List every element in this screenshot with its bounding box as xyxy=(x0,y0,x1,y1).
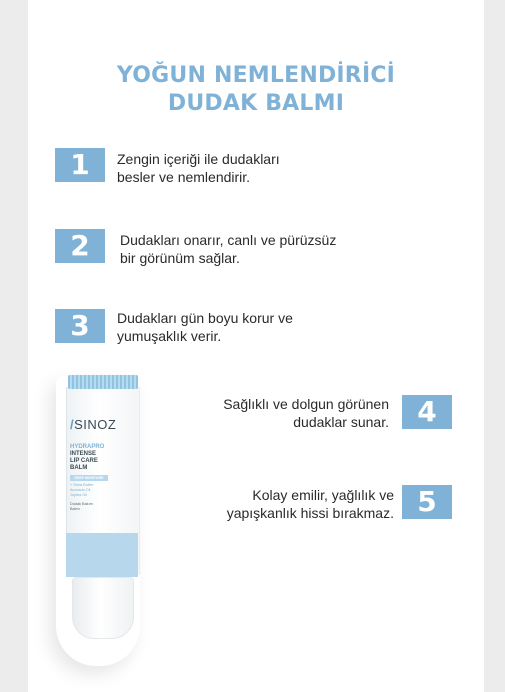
product-line-1: HYDRAPRO xyxy=(70,444,105,450)
tube-blue-band xyxy=(66,533,138,577)
feature-text-3 xyxy=(117,309,293,345)
feature-4-line1: Sağlıklı ve dolgun görünen xyxy=(223,396,389,412)
feature-5-line2: yapışkanlık hissi bırakmaz. xyxy=(226,505,394,521)
product-line-4: BALM xyxy=(70,465,88,471)
feature-number-2: 2 xyxy=(55,229,105,263)
feature-1-line1: Zengin içeriği ile dudakları xyxy=(117,151,280,167)
feature-5-line1: Kolay emilir, yağlılık ve xyxy=(252,487,394,503)
feature-4-line2: dudaklar sunar. xyxy=(293,414,389,430)
tube-cap xyxy=(72,577,134,639)
feature-number-5: 5 xyxy=(402,485,452,519)
lip-balm-tube xyxy=(52,370,144,670)
feature-text-5 xyxy=(227,486,394,522)
brand-name: SINOZ xyxy=(74,417,117,432)
ingredient-3: Jojoba Oil xyxy=(70,493,87,497)
product-line-3: LIP CARE xyxy=(70,458,98,464)
feature-3-line1: Dudakları gün boyu korur ve xyxy=(117,310,293,326)
ingredient-2: Avocado Oil xyxy=(70,488,91,492)
feature-number-1: 1 xyxy=(55,148,105,182)
product-line-2: INTENSE xyxy=(70,451,97,457)
page-title-line1: YOĞUN NEMLENDİRİCİ xyxy=(116,63,396,88)
product-tag: DEEP MOISTURE xyxy=(70,475,108,481)
page-title-line2: DUDAK BALMI xyxy=(167,91,345,116)
feature-1-line2: besler ve nemlendirir. xyxy=(117,169,251,185)
feature-text-1 xyxy=(117,150,280,186)
feature-2-line1: Dudakları onarır, canlı ve pürüzsüz xyxy=(120,232,337,248)
feature-2-line2: bir görünüm sağlar. xyxy=(120,250,240,266)
brand-logo xyxy=(70,417,116,432)
tube-crimp xyxy=(68,375,138,389)
feature-text-2 xyxy=(120,231,336,267)
feature-text-4 xyxy=(223,395,389,431)
ingredient-1: + Shea Butter xyxy=(70,483,94,487)
feature-3-line2: yumuşaklık verir. xyxy=(117,328,222,344)
feature-number-3: 3 xyxy=(55,309,105,343)
product-small-text-1: Dudak Bakım xyxy=(70,502,93,506)
brand-mark-icon: / xyxy=(70,417,75,432)
feature-number-4: 4 xyxy=(402,395,452,429)
product-small-text-2: Balmı xyxy=(70,507,80,511)
